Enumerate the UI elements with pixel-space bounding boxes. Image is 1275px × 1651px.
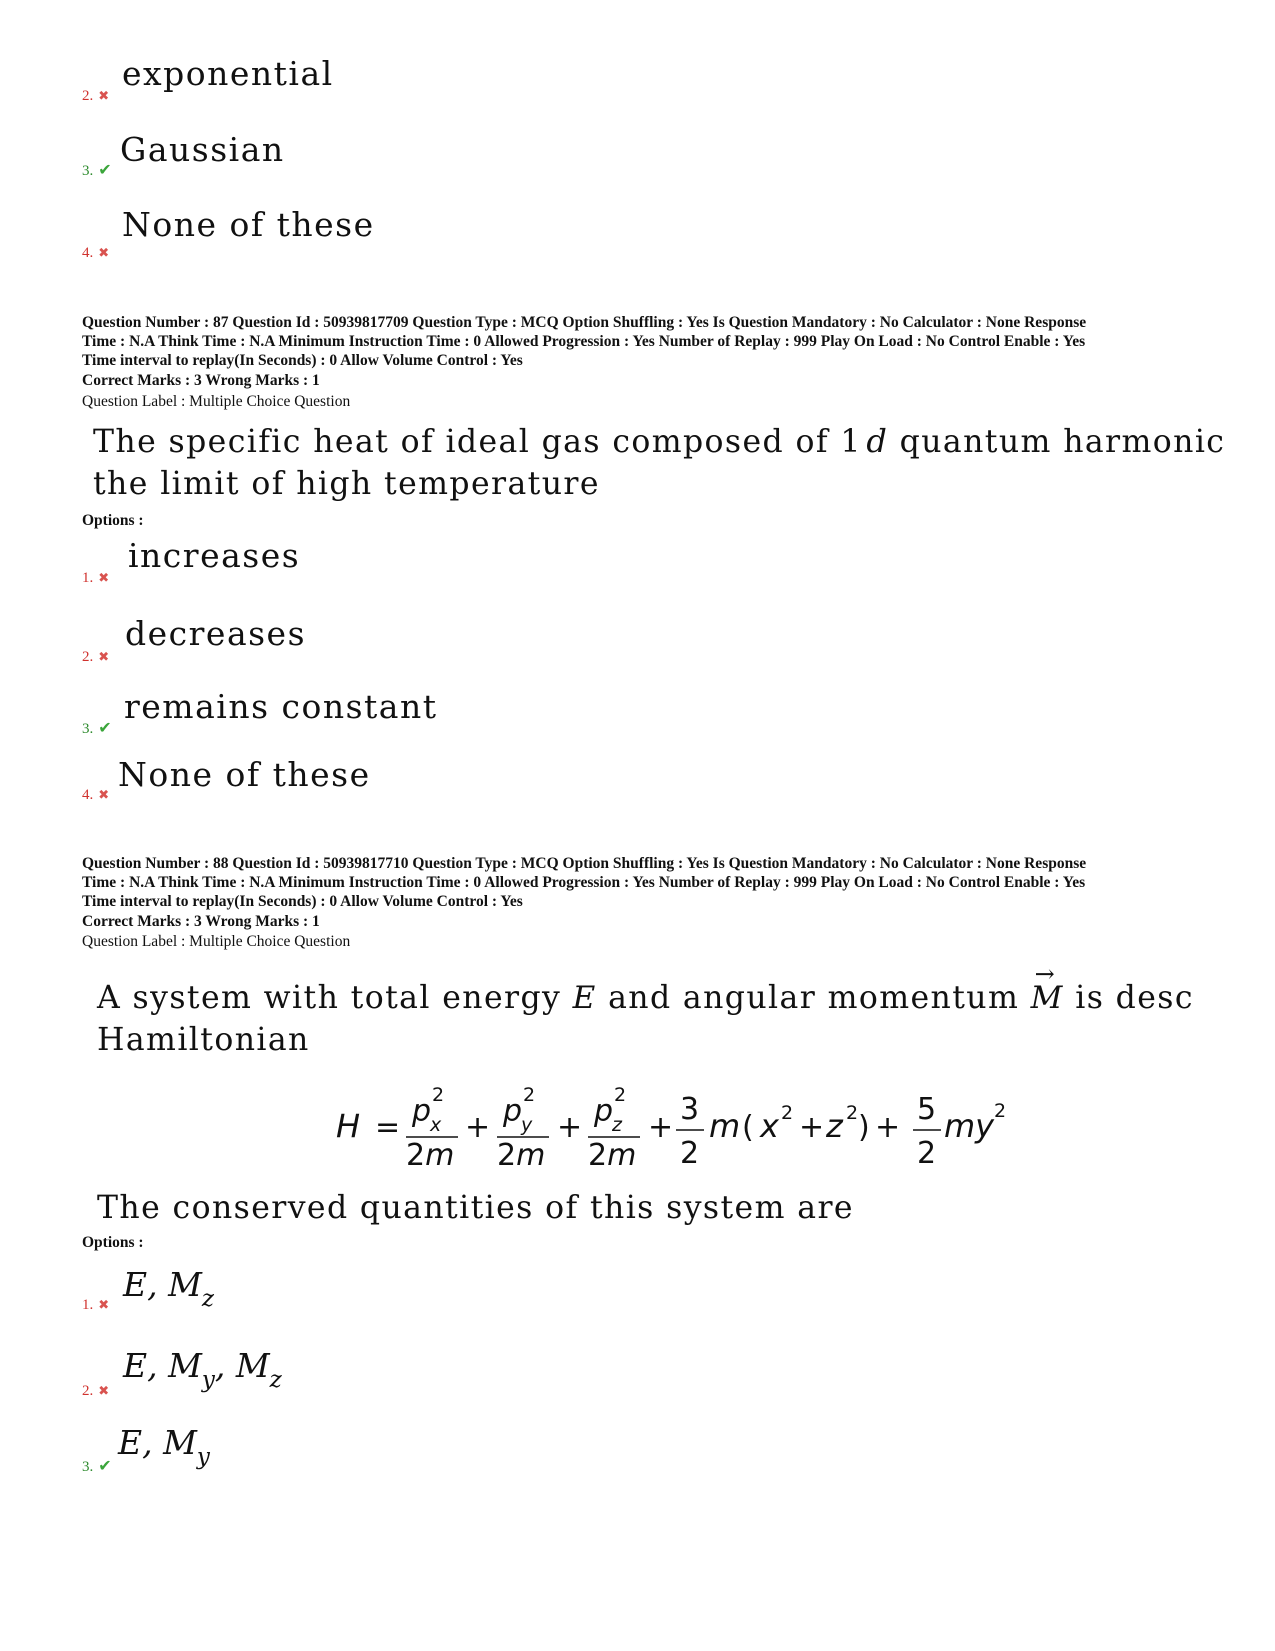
option-text: remains constant bbox=[124, 687, 438, 726]
svg-text:2: 2 bbox=[781, 1102, 794, 1124]
svg-text:2: 2 bbox=[523, 1084, 536, 1106]
svg-text:z: z bbox=[612, 1114, 622, 1136]
svg-text:+: + bbox=[465, 1110, 491, 1145]
option-text-math: E, $M_y$, $M_z$ bbox=[123, 1346, 282, 1393]
option-text: None of these bbox=[122, 205, 375, 244]
option-number[interactable]: 3. ✔ bbox=[82, 720, 112, 737]
options-label: Options : bbox=[82, 512, 144, 529]
svg-text:x: x bbox=[430, 1114, 442, 1136]
option-text: decreases bbox=[125, 614, 307, 653]
option-text: None of these bbox=[118, 755, 371, 794]
option-text: increases bbox=[128, 536, 301, 575]
svg-text:5: 5 bbox=[917, 1092, 937, 1127]
question-marks: Correct Marks : 3 Wrong Marks : 1 bbox=[82, 372, 320, 389]
svg-text:+: + bbox=[799, 1110, 825, 1145]
cross-icon: ✖ bbox=[98, 88, 110, 103]
svg-text:+: + bbox=[557, 1110, 583, 1145]
cross-icon: ✖ bbox=[98, 1383, 110, 1398]
svg-text:=: = bbox=[375, 1110, 401, 1145]
option-text: exponential bbox=[122, 54, 334, 93]
svg-text:2: 2 bbox=[846, 1102, 859, 1124]
svg-text:2: 2 bbox=[994, 1100, 1007, 1122]
svg-text:p: p bbox=[412, 1094, 432, 1129]
option-number[interactable]: 4. ✖ bbox=[82, 787, 110, 803]
option-text: Gaussian bbox=[120, 130, 285, 169]
option-number[interactable]: 4. ✖ bbox=[82, 245, 110, 261]
vector-m: → M bbox=[1031, 977, 1064, 1019]
svg-text:2: 2 bbox=[614, 1084, 627, 1106]
svg-text:+: + bbox=[648, 1110, 674, 1145]
svg-text:x: x bbox=[760, 1107, 779, 1145]
svg-text:y: y bbox=[521, 1114, 533, 1136]
question-label: Question Label : Multiple Choice Question bbox=[82, 933, 351, 950]
question-stem: A system with total energy E and angular momentum → M is desc Hamiltonian bbox=[97, 977, 1192, 1061]
check-icon: ✔ bbox=[98, 1458, 112, 1475]
hamiltonian-formula bbox=[320, 1075, 1020, 1175]
svg-text:2: 2 bbox=[917, 1136, 937, 1171]
svg-text:z: z bbox=[826, 1107, 843, 1145]
formula-lhs: H bbox=[336, 1107, 361, 1145]
cross-icon: ✖ bbox=[98, 1297, 110, 1312]
svg-text:p: p bbox=[503, 1094, 523, 1129]
svg-text:(: ( bbox=[742, 1110, 754, 1145]
option-number[interactable]: 3. ✔ bbox=[82, 1458, 112, 1475]
vector-arrow-icon: → bbox=[1034, 960, 1057, 988]
option-number[interactable]: 2. ✖ bbox=[82, 88, 110, 104]
option-text-math: E, $M_z$ bbox=[123, 1265, 214, 1312]
option-text-math: E, $M_y$ bbox=[118, 1423, 210, 1470]
svg-text:2m: 2m bbox=[588, 1138, 637, 1173]
question-label: Question Label : Multiple Choice Question bbox=[82, 393, 351, 410]
check-icon: ✔ bbox=[98, 720, 112, 737]
svg-text:p: p bbox=[594, 1094, 614, 1129]
question-stem: The specific heat of ideal gas composed of 1 d quantum harmonic the limit of high temperature bbox=[93, 422, 1226, 502]
question-meta: Question Number : 88 Question Id : 50939817710 Question Type : MCQ Option Shuffling : Yes Is Question Mandatory : No Calculator : None Response Time : N.A Think Time : N.A Minimum Instruction Time : 0 Allowed Progression : Yes Number of Replay : 999 Play On Load : No Control Enable : Yes Time interval to replay(In Seconds) : 0 Allow Volume Control : Yes bbox=[82, 855, 1087, 910]
cross-icon: ✖ bbox=[98, 649, 110, 664]
cross-icon: ✖ bbox=[98, 787, 110, 802]
option-number[interactable]: 2. ✖ bbox=[82, 649, 110, 665]
option-number[interactable]: 3. ✔ bbox=[82, 162, 112, 179]
svg-text:3: 3 bbox=[680, 1092, 700, 1127]
cross-icon: ✖ bbox=[98, 245, 110, 260]
svg-text:2: 2 bbox=[432, 1084, 445, 1106]
option-number[interactable]: 1. ✖ bbox=[82, 570, 110, 586]
option-number[interactable]: 2. ✖ bbox=[82, 1383, 110, 1399]
cross-icon: ✖ bbox=[98, 570, 110, 585]
options-label: Options : bbox=[82, 1234, 144, 1251]
svg-text:+: + bbox=[875, 1110, 901, 1145]
svg-text:2: 2 bbox=[680, 1136, 700, 1171]
option-number[interactable]: 1. ✖ bbox=[82, 1297, 110, 1313]
svg-text:): ) bbox=[858, 1110, 870, 1145]
svg-text:m: m bbox=[709, 1107, 741, 1145]
question-stem-continuation: The conserved quantities of this system are bbox=[97, 1190, 854, 1226]
svg-text:2m: 2m bbox=[406, 1138, 455, 1173]
check-icon: ✔ bbox=[98, 162, 112, 179]
svg-text:my: my bbox=[944, 1107, 995, 1145]
question-marks: Correct Marks : 3 Wrong Marks : 1 bbox=[82, 913, 320, 930]
svg-text:2m: 2m bbox=[497, 1138, 546, 1173]
question-meta: Question Number : 87 Question Id : 50939817709 Question Type : MCQ Option Shuffling : Yes Is Question Mandatory : No Calculator : None Response Time : N.A Think Time : N.A Minimum Instruction Time : 0 Allowed Progression : Yes Number of Replay : 999 Play On Load : No Control Enable : Yes Time interval to replay(In Seconds) : 0 Allow Volume Control : Yes bbox=[82, 314, 1087, 369]
